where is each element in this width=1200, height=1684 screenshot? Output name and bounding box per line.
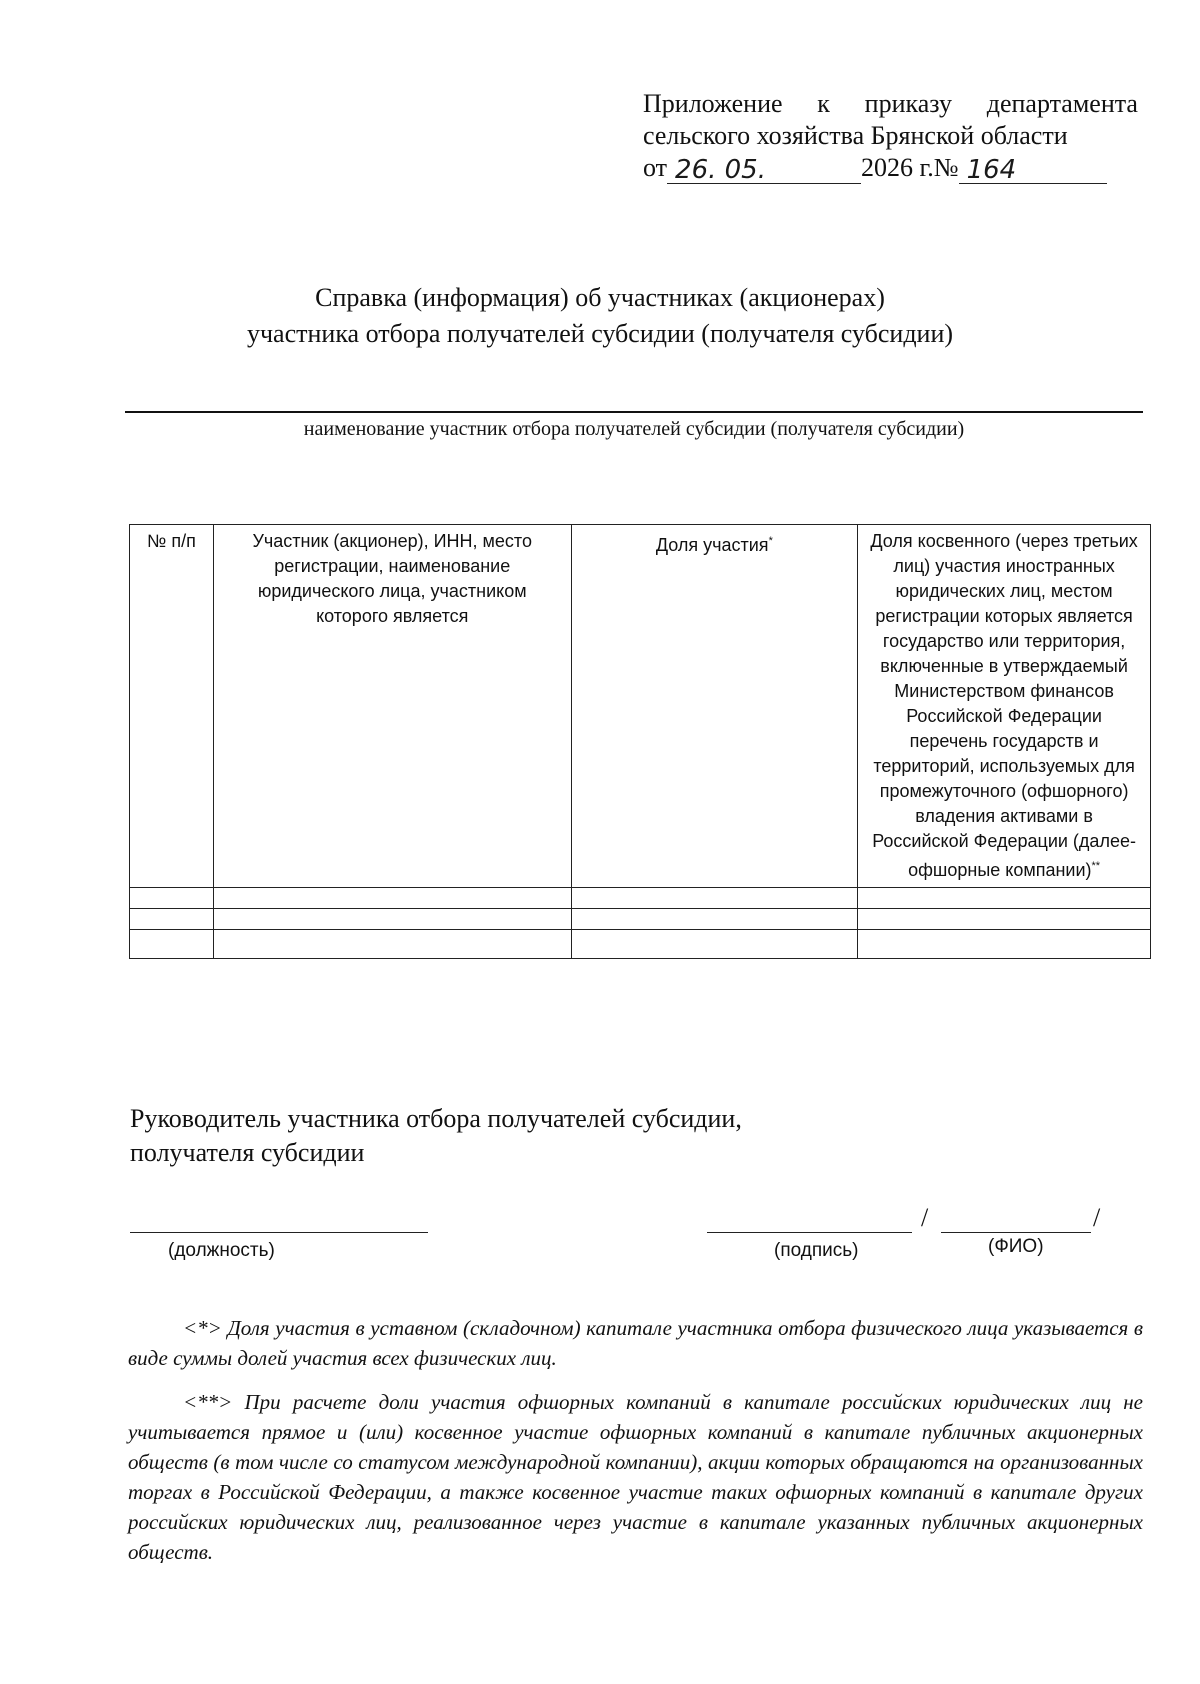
full-name-caption: (ФИО) bbox=[988, 1236, 1044, 1257]
footnote-2: <**> При расчете доли участия офшорных компаний в капитале российских юридических лиц не учитывается прямое и (или) косвенное участие офшорных компаний в капитале публичных акционерных обществ (в том числе со статусом международной компании), акции которых обращаются на организованных торгах в Российской Федерации, а также косвенное участие таких офшорных компаний в капитале других российских юридических лиц, реализованное через участие в капитале указанных публичных акционерных обществ. bbox=[128, 1390, 1143, 1564]
position-caption: (должность) bbox=[168, 1240, 275, 1261]
signature-caption: (подпись) bbox=[774, 1240, 859, 1261]
signature-slash: / bbox=[921, 1203, 929, 1232]
full-name-line[interactable] bbox=[941, 1232, 1091, 1233]
handwritten-order-number: 164 bbox=[959, 157, 1107, 184]
appendix-header bbox=[643, 88, 1138, 184]
signature-line[interactable] bbox=[707, 1232, 912, 1233]
appendix-line-3 bbox=[643, 152, 1138, 184]
header-number: № п/п bbox=[130, 525, 214, 888]
table-row bbox=[130, 930, 1151, 959]
table-cell[interactable] bbox=[130, 909, 214, 930]
document-title bbox=[120, 280, 1080, 352]
date-blank-line bbox=[787, 183, 861, 184]
appendix-word: Приложение bbox=[643, 89, 783, 118]
from-prefix: от bbox=[643, 153, 668, 182]
signatory-label bbox=[130, 1102, 850, 1170]
footnote-marker: ** bbox=[1091, 860, 1101, 872]
order-year: 2026 г. bbox=[861, 153, 934, 182]
table-cell[interactable] bbox=[571, 909, 858, 930]
signatory-line-2: получателя субсидии bbox=[130, 1138, 365, 1167]
table-cell[interactable] bbox=[858, 930, 1151, 959]
table-row bbox=[130, 909, 1151, 930]
number-prefix: № bbox=[933, 153, 959, 182]
participant-name-line[interactable] bbox=[125, 411, 1143, 413]
table-cell[interactable] bbox=[130, 930, 214, 959]
footnote-1: <*> Доля участия в уставном (складочном) капитале участника отбора физического лица указывается в виде суммы долей участия всех физических лиц. bbox=[128, 1316, 1143, 1370]
appendix-line-1 bbox=[643, 88, 1138, 120]
table-cell[interactable] bbox=[213, 909, 571, 930]
table-row bbox=[130, 888, 1151, 909]
participants-table bbox=[129, 524, 1151, 959]
table-cell[interactable] bbox=[213, 888, 571, 909]
header-offshore-share: Доля косвенного (через третьих лиц) участия иностранных юридических лиц, местом регистрации которых является государство или территория, включенные в утверждаемый Министерством финансов Российской Федерации перечень государств и территорий, используемых для промежуточного (офшорного) владения активами в Российской Федерации (далее- офшорные компании)** bbox=[858, 525, 1151, 888]
title-line-1: Справка (информация) об участниках (акционерах) bbox=[315, 283, 885, 312]
title-line-2: участника отбора получателей субсидии (получателя субсидии) bbox=[246, 319, 954, 348]
participant-name-caption: наименование участник отбора получателей субсидии (получателя субсидии) bbox=[303, 418, 965, 440]
appendix-word: департамента bbox=[986, 89, 1138, 118]
table-cell[interactable] bbox=[130, 888, 214, 909]
appendix-word: к bbox=[817, 89, 830, 118]
table-header-row bbox=[130, 525, 1151, 888]
full-name-slash: / bbox=[1093, 1203, 1101, 1232]
handwritten-date: 26. 05. bbox=[667, 157, 787, 184]
table-cell[interactable] bbox=[571, 930, 858, 959]
header-share: Доля участия* bbox=[571, 525, 858, 888]
table-cell[interactable] bbox=[571, 888, 858, 909]
signatory-line-1: Руководитель участника отбора получателей субсидии, bbox=[130, 1104, 742, 1133]
position-line[interactable] bbox=[130, 1232, 428, 1233]
appendix-word: приказу bbox=[864, 89, 952, 118]
table-cell[interactable] bbox=[858, 909, 1151, 930]
table-cell[interactable] bbox=[858, 888, 1151, 909]
footnote-marker: * bbox=[768, 535, 773, 547]
appendix-line-2: сельского хозяйства Брянской области bbox=[643, 121, 1068, 150]
header-participant: Участник (акционер), ИНН, место регистрации, наименование юридического лица, участником которого является bbox=[213, 525, 571, 888]
table-cell[interactable] bbox=[213, 930, 571, 959]
